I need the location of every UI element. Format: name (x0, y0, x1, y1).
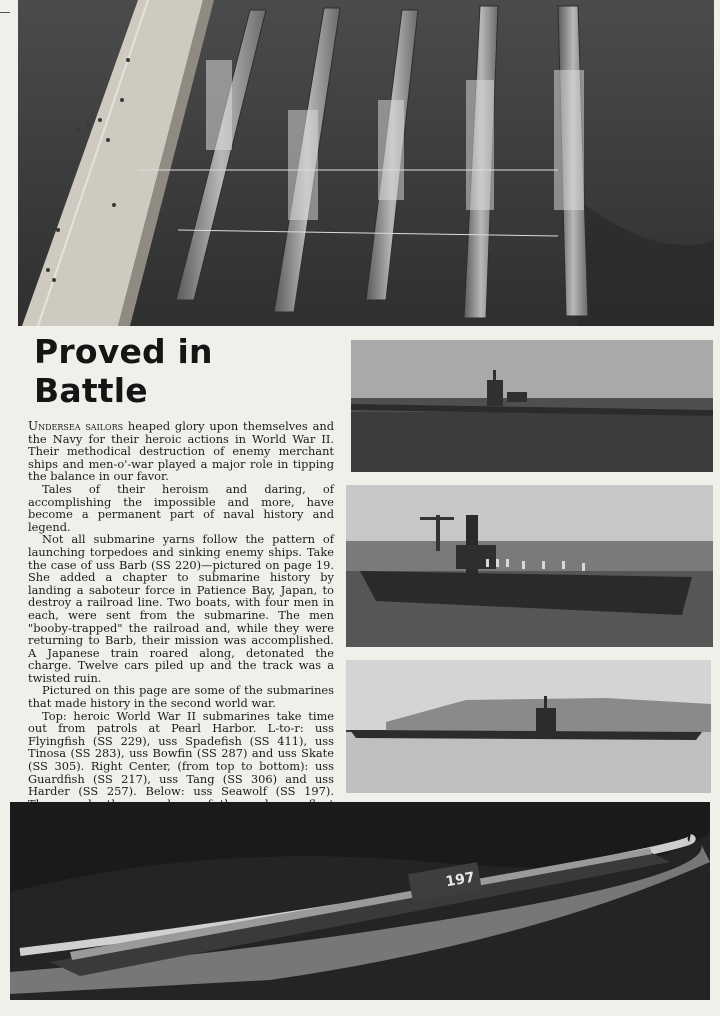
page-edge-mark (0, 12, 10, 13)
paragraph-1 (28, 420, 334, 483)
photo-uss-tang (346, 485, 713, 647)
paragraph-1-text: heaped glory upon themselves and the Navy for their heroic actions in World War II. Their methodical destruction of enemy merchant ships and men-o'-war played a major role in tipping the balance in our favor. (28, 419, 334, 484)
article-title: Proved in Battle (34, 332, 213, 410)
photo-uss-seawolf (10, 802, 710, 1000)
paragraph-2: Tales of their heroism and daring, of accomplishing the impossible and more, have become a permanent part of naval history and legend. (28, 481, 334, 534)
paragraph-3: Not all submarine yarns follow the pattern of launching torpedoes and sinking enemy ships. Take the case of uss Barb (SS 220)—pictured on page 19. She added a chapter to submarine history by landing a saboteur force in Patience Bay, Japan, to destroy a railroad line. Two boats, with four men in each, were sent from the submarine. The men "booby-trapped" the railroad and, while they were returning to Barb, their mission was accomplished. A Japanese train roared along, detonated the charge. Twelve cars piled up and the track was a twisted ruin. (28, 532, 334, 685)
lead-in: ndersea sailors (38, 419, 124, 433)
drop-cap: U (28, 419, 39, 433)
paragraph-4: Pictured on this page are some of the submarines that made history in the second world war. (28, 683, 334, 711)
article (28, 332, 334, 823)
photo-uss-harder (346, 660, 711, 793)
hull-number: 197 (444, 869, 477, 891)
photo-uss-guardfish (351, 340, 713, 472)
photo-caption: Top: heroic World War II submarines take time out from patrols at Pearl Harbor. L-to-r: uss Flyingfish (SS 229), uss Spadefish (SS 411), uss Tinosa (SS 283), uss Bowfin (SS 287) and uss Skate (SS 305). Right Center, (from top to bottom): uss Guardfish (SS 217), uss Tang (SS 306) and uss Harder (SS 257). Below: uss Seawolf (SS 197). (28, 708, 334, 799)
photo-submarines-at-pier (18, 0, 714, 326)
